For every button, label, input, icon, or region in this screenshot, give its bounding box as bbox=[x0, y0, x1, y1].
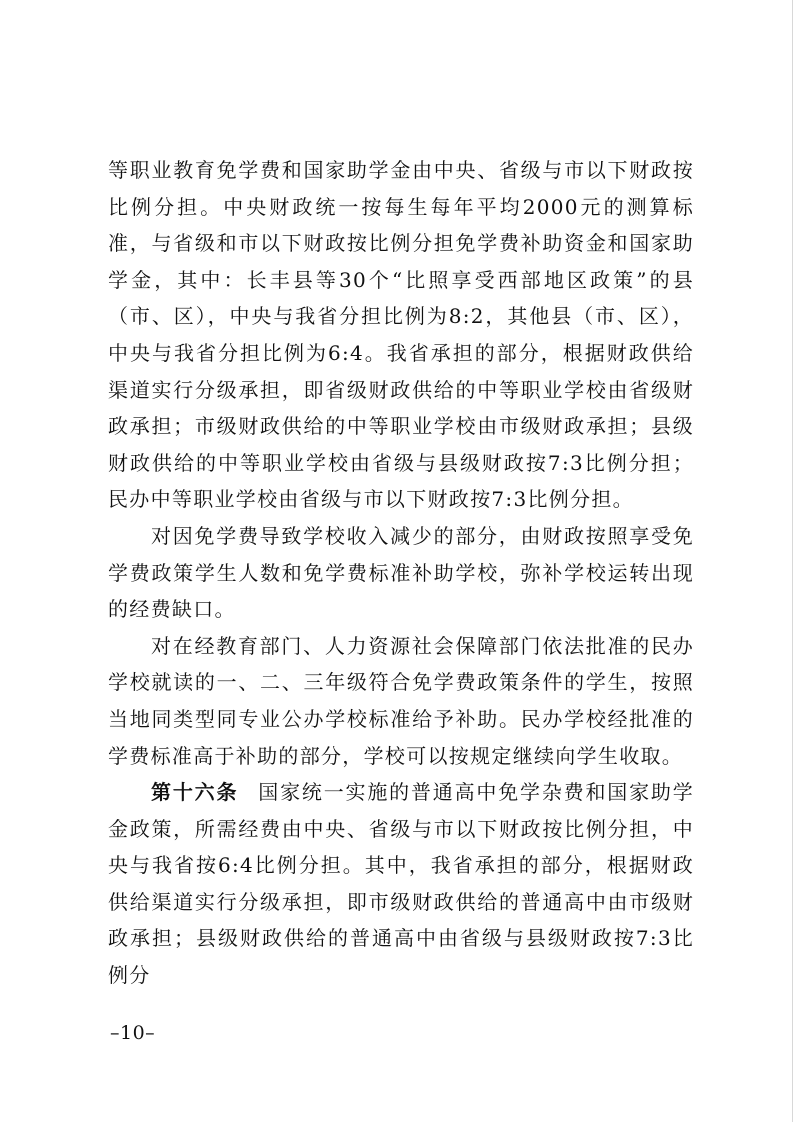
paragraph-text: 对因免学费导致学校收入减少的部分，由财政按照享受免学费政策学生人数和免学费标准补助学校，弥补学校运转出现的经费缺口。 bbox=[108, 523, 694, 622]
page-number: –10– bbox=[110, 1022, 156, 1044]
article-16 bbox=[108, 774, 694, 994]
paragraph-text: 对在经教育部门、人力资源社会保障部门依法批准的民办学校就读的一、二、三年级符合免学费政策条件的学生，按照当地同类型同专业公办学校标准给予补助。民办学校经批准的学费标准高于补助的部分，学校可以按规定继续向学生收取。 bbox=[108, 633, 694, 768]
paragraph-tuition-compensation bbox=[108, 518, 694, 628]
article-text: 国家统一实施的普通高中免学杂费和国家助学金政策，所需经费由中央、省级与市以下财政按比例分担，中央与我省按6:4比例分担。其中，我省承担的部分，根据财政供给渠道实行分级承担，即市级财政供给的普通高中由市级财政承担；县级财政供给的普通高中由省级与县级财政按7:3比例分 bbox=[108, 780, 695, 988]
paragraph-text: 等职业教育免学费和国家助学金由中央、省级与市以下财政按比例分担。中央财政统一按每生每年平均2000元的测算标准，与省级和市以下财政按比例分担免学费补助资金和国家助学金，其中：长丰县等30个“比照享受西部地区政策”的县（市、区），中央与我省分担比例为8:2，其他县（市、区），中央与我省分担比例为6:4。我省承担的部分，根据财政供给渠道实行分级承担，即省级财政供给的中等职业学校由省级财政承担；市级财政供给的中等职业学校由市级财政承担；县级财政供给的中等职业学校由省级与县级财政按7:3比例分担；民办中等职业学校由省级与市以下财政按7:3比例分担。 bbox=[108, 158, 694, 512]
paragraph-private-schools bbox=[108, 628, 694, 774]
paragraph-continued bbox=[108, 152, 694, 518]
article-title: 第十六条 bbox=[151, 780, 239, 805]
body-text bbox=[108, 152, 694, 994]
